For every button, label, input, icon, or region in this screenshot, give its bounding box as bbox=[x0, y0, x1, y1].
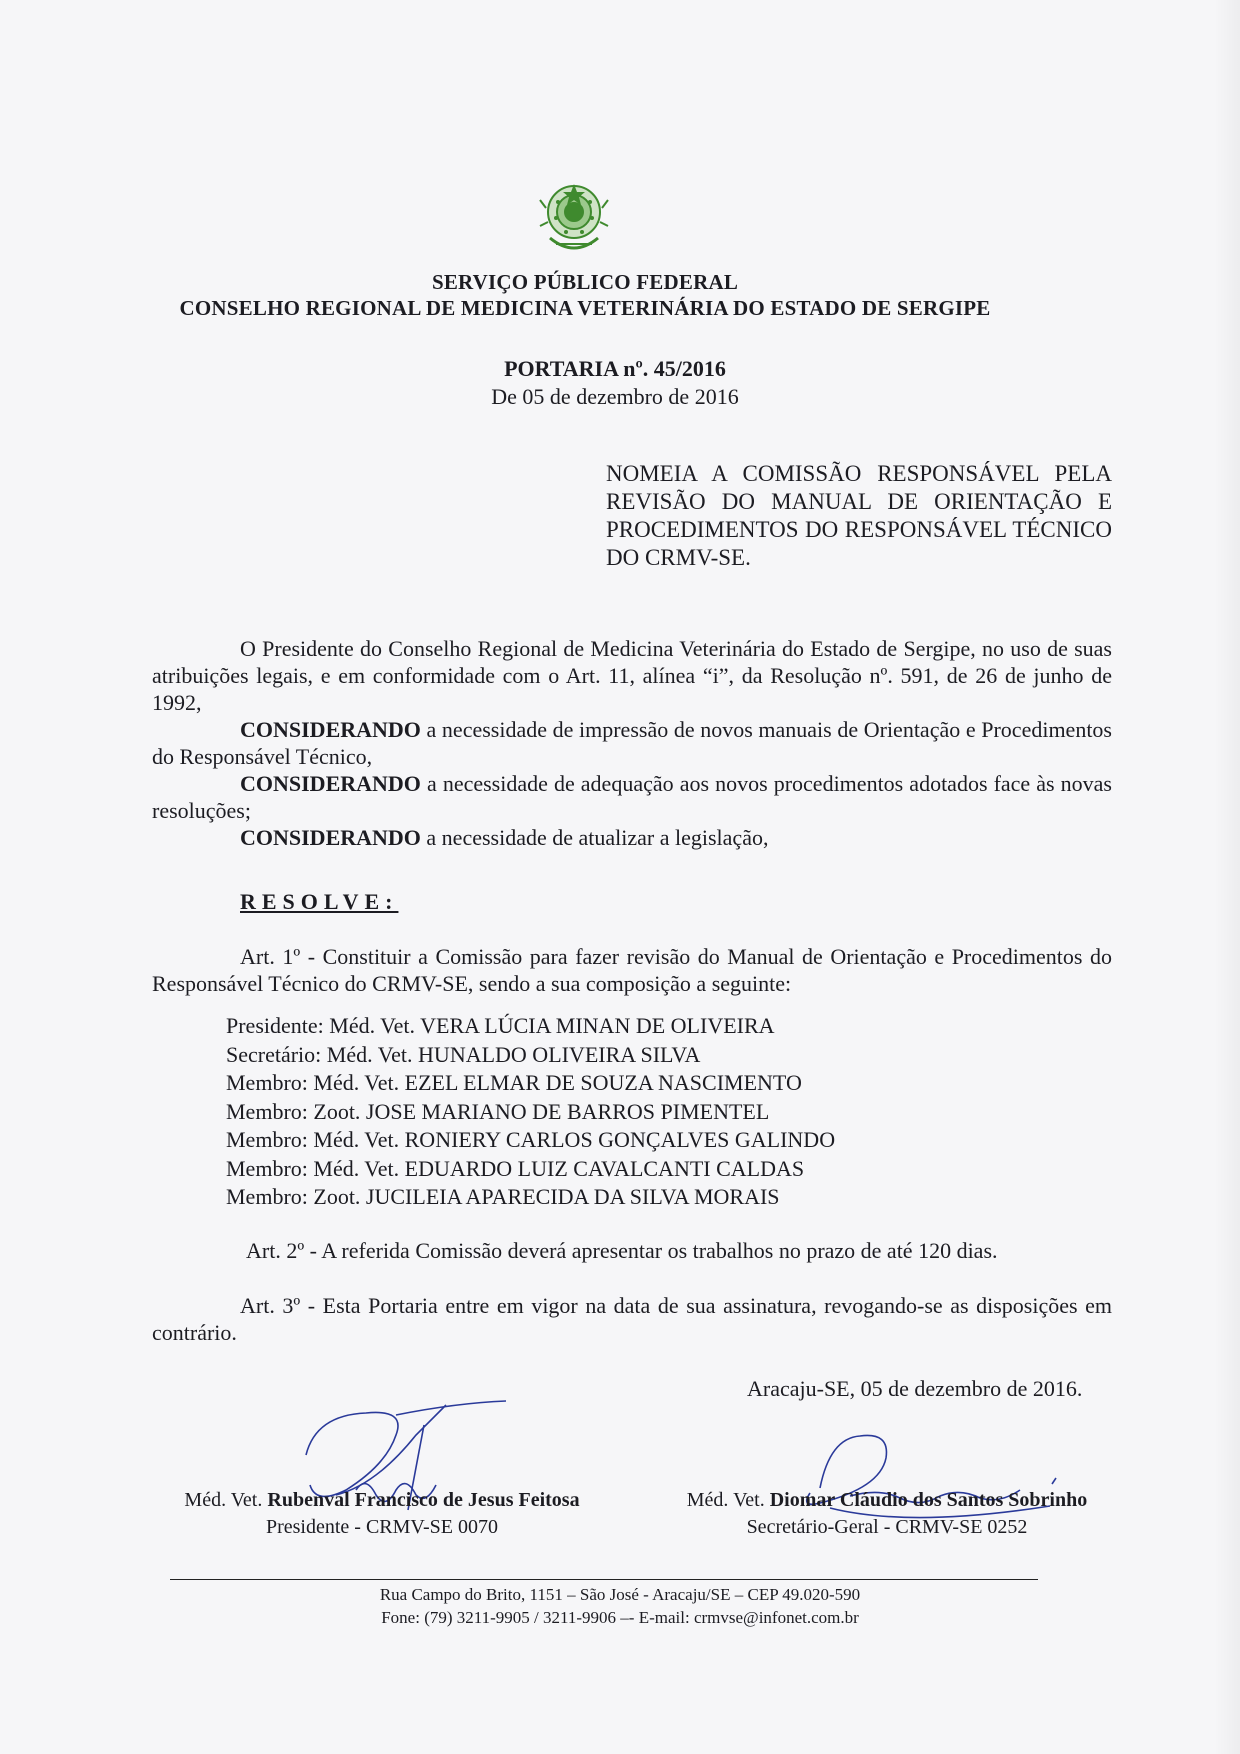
portaria-date: De 05 de dezembro de 2016 bbox=[491, 384, 739, 409]
footer-address: Rua Campo do Brito, 1151 – São José - Aracaju/SE – CEP 49.020-590 bbox=[379, 1585, 861, 1604]
preamble-section bbox=[152, 635, 1112, 851]
article-3: Art. 3º - Esta Portaria entre em vigor na data de sua assinatura, revogando-se as disposições em contrário. bbox=[152, 1293, 1112, 1345]
signature-block-secretary: Méd. Vet. Diomar Cláudio dos Santos Sobrinho Secretário-Geral - CRMV-SE 0252 bbox=[686, 1489, 1088, 1538]
footer-divider bbox=[170, 1579, 1038, 1580]
member-line: Membro: Méd. Vet. RONIERY CARLOS GONÇALVES GALINDO bbox=[226, 1127, 836, 1152]
portaria-title: PORTARIA nº. 45/2016 bbox=[504, 356, 726, 381]
considerando-2: CONSIDERANDO a necessidade de adequação aos novos procedimentos adotados face às novas resoluções; bbox=[152, 771, 1112, 823]
member-line: Membro: Méd. Vet. EDUARDO LUIZ CAVALCANTI CALDAS bbox=[226, 1155, 805, 1181]
commission-members bbox=[226, 1012, 835, 1212]
considerando-1: CONSIDERANDO a necessidade de impressão de novos manuais de Orientação e Procedimentos do Responsável Técnico, bbox=[152, 717, 1112, 769]
member-line: Secretário: Méd. Vet. HUNALDO OLIVEIRA SILVA bbox=[226, 1041, 701, 1067]
considerando-3: CONSIDERANDO a necessidade de atualizar a legislação, bbox=[240, 825, 769, 850]
member-line: Membro: Zoot. JOSE MARIANO DE BARROS PIMENTEL bbox=[226, 1098, 770, 1124]
signature-block-president: Méd. Vet. Rubenval Francisco de Jesus Feitosa Presidente - CRMV-SE 0070 bbox=[184, 1489, 580, 1538]
ementa: NOMEIA A COMISSÃO RESPONSÁVEL PELA REVISÃO DO MANUAL DE ORIENTAÇÃO E PROCEDIMENTOS DO RESPONSÁVEL TÉCNICO DO CRMV-SE. bbox=[606, 461, 1112, 570]
header-line-2: CONSELHO REGIONAL DE MEDICINA VETERINÁRIA DO ESTADO DE SERGIPE bbox=[179, 296, 991, 320]
member-line: Membro: Zoot. JUCILEIA APARECIDA DA SILVA MORAIS bbox=[226, 1184, 780, 1209]
article-2: Art. 2º - A referida Comissão deverá apresentar os trabalhos no prazo de até 120 dias. bbox=[246, 1238, 998, 1263]
article-1: Art. 1º - Constituir a Comissão para fazer revisão do Manual de Orientação e Procedimentos do Responsável Técnico do CRMV-SE, sendo a sua composição a seguinte: bbox=[152, 944, 1112, 996]
scan-edge bbox=[1214, 0, 1240, 1754]
place-and-date: Aracaju-SE, 05 de dezembro de 2016. bbox=[747, 1376, 1083, 1401]
member-line: Membro: Méd. Vet. EZEL ELMAR DE SOUZA NASCIMENTO bbox=[226, 1070, 802, 1095]
coat-of-arms-icon bbox=[536, 178, 612, 258]
header-line-1: SERVIÇO PÚBLICO FEDERAL bbox=[431, 270, 739, 294]
footer-contact: Fone: (79) 3211-9905 / 3211-9906 –- E-mail: crmvse@infonet.com.br bbox=[381, 1608, 859, 1627]
preamble: O Presidente do Conselho Regional de Medicina Veterinária do Estado de Sergipe, no uso de suas atribuições legais, e em conformidade com o Art. 11, alínea “i”, da Resolução nº. 591, de 26 de junho de 1992, bbox=[152, 636, 1112, 715]
resolve-heading: RESOLVE: bbox=[240, 889, 399, 914]
member-line: Presidente: Méd. Vet. VERA LÚCIA MINAN DE OLIVEIRA bbox=[226, 1013, 775, 1038]
